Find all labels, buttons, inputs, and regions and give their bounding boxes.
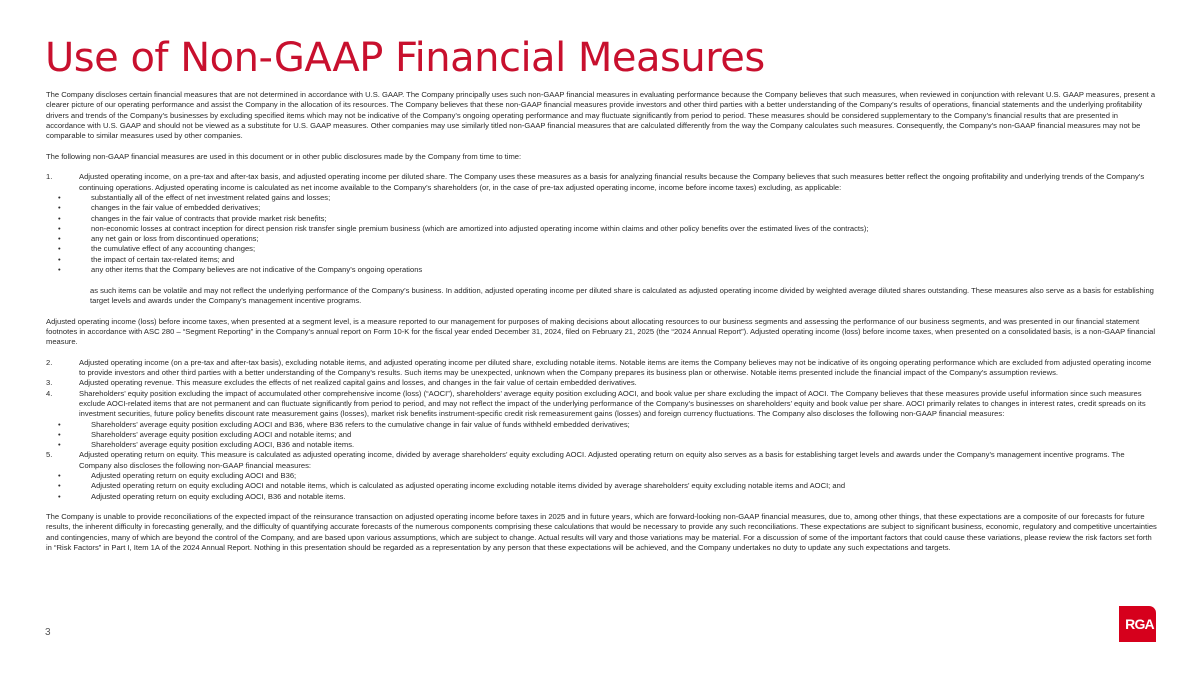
lead-in-paragraph: The following non-GAAP financial measures are used in this document or in other public disclosures made by the Company from time to time: bbox=[46, 151, 522, 161]
item-number: 5. bbox=[46, 450, 53, 460]
bullet-icon: • bbox=[58, 491, 61, 501]
segment-note-paragraph: Adjusted operating income (loss) before income taxes, when presented at a segment level, is a measure reported to our management for purposes of making decisions about allocating resources to our business segments and assessing the performance of our business segments, and was presented in our financial statement footnotes in accordance with ASC 280 – “Segment Reporting” in the Company’s annual report on Form 10-K for the fiscal year ended December 31, 2024, filed on February 21, 2025 (the “2024 Annual Report”). Adjusted operating income (loss) before income taxes, when presented on a consolidated basis, is a non-GAAP financial measure. bbox=[46, 316, 1156, 347]
item-1-bullets bbox=[46, 193, 1158, 275]
bullet-icon: • bbox=[58, 440, 61, 450]
item-5-bullets bbox=[46, 471, 1158, 502]
numbered-item-3 bbox=[46, 378, 1158, 388]
list-item: • the impact of certain tax-related items; and bbox=[58, 254, 235, 264]
bullet-icon: • bbox=[58, 419, 61, 429]
bullet-icon: • bbox=[58, 244, 61, 254]
bullet-icon: • bbox=[58, 203, 61, 213]
bullet-icon: • bbox=[58, 192, 61, 202]
list-item: • changes in the fair value of contracts that provide market risk benefits; bbox=[58, 213, 327, 223]
list-item: • non-economic losses at contract inception for direct pension risk transfer single premium business (which are amortized into adjusted operating income within claims and other policy benefits over the estimated lives of the contracts); bbox=[58, 223, 869, 233]
bullet-icon: • bbox=[58, 223, 61, 233]
bullet-icon: • bbox=[58, 213, 61, 223]
page-number: 3 bbox=[45, 627, 51, 638]
item-1-continuation: as such items can be volatile and may not reflect the underlying performance of the Company’s business. In addition, adjusted operating income per diluted share is calculated as adjusted operating income divided by weighted average diluted shares outstanding. These measures also serve as a basis for establishing target levels and awards under the Company’s management incentive programs. bbox=[90, 285, 1154, 305]
list-item: • substantially all of the effect of net investment related gains and losses; bbox=[58, 192, 331, 202]
bullet-icon: • bbox=[58, 234, 61, 244]
spacer bbox=[46, 162, 1158, 172]
spacer bbox=[46, 306, 1158, 316]
closing-paragraph: The Company is unable to provide reconciliations of the expected impact of the reinsurance transaction on adjusted operating income before taxes in 2025 and in future years, which are forward-looking non-GAAP financial measures, due to, among other things, that these expectations are a composite of our forecasts for future results, the inherent difficulty in forecasting generally, and the difficulty of quantifying accurate forecasts of the numerous components comprising these calculations that would be necessary to provide any such reconciliations. These expectations are subject to significant business, economic, regulatory and competitive uncertainties and contingencies, many of which are beyond the control of the Company, and are based upon various assumptions, which are subject to change. Actual results will vary and those variations may be material. For a discussion of some of the important factors that could cause these variations, please review the risk factors set forth in “Risk Factors” in Part I, Item 1A of the 2024 Annual Report. Nothing in this presentation should be regarded as a representation by any person that these expectations will be achieved, and the Company undertakes no duty to update any such expectations and targets. bbox=[46, 512, 1157, 553]
bullet-icon: • bbox=[58, 254, 61, 264]
bullet-icon: • bbox=[58, 481, 61, 491]
item-number: 1. bbox=[46, 172, 53, 182]
list-item: • Adjusted operating return on equity excluding AOCI and B36; bbox=[58, 470, 297, 480]
item-number: 3. bbox=[46, 378, 53, 388]
list-item: • Shareholders’ average equity position excluding AOCI and notable items; and bbox=[58, 429, 352, 439]
numbered-item-5 bbox=[46, 450, 1158, 471]
item-number: 2. bbox=[46, 357, 53, 367]
spacer bbox=[46, 275, 1158, 285]
list-item: • Shareholders’ average equity position excluding AOCI, B36 and notable items. bbox=[58, 440, 355, 450]
list-item: • Shareholders’ average equity position excluding AOCI and B36, where B36 refers to the cumulative change in fair value of funds withheld embedded derivatives; bbox=[58, 419, 630, 429]
item-number: 4. bbox=[46, 388, 53, 398]
bullet-icon: • bbox=[58, 265, 61, 275]
spacer bbox=[46, 347, 1158, 357]
disclosure-body bbox=[46, 90, 1158, 553]
list-item: • any net gain or loss from discontinued operations; bbox=[58, 234, 259, 244]
list-item: • Adjusted operating return on equity excluding AOCI and notable items, which is calculated as adjusted operating income excluding notable items divided by average shareholders’ equity excluding notable items and AOCI; and bbox=[58, 481, 846, 491]
item-text: Adjusted operating return on equity. This measure is calculated as adjusted operating income, divided by average shareholders’ equity excluding AOCI. Adjusted operating return on equity also serves as a basis for establishing target levels and awards under the Company’s management incentive programs. The Company also discloses the following non-GAAP financial measures: bbox=[79, 450, 1125, 470]
item-text: Adjusted operating income, on a pre-tax and after-tax basis, and adjusted operating income per diluted share. The Company uses these measures as a basis for analyzing financial results because the Company believes that such measures better reflect the ongoing profitability and underlying trends of the Company’s continuing operations. Adjusted operating income is calculated as net income available to the Company’s shareholders (or, in the case of pre-tax adjusted operating income, income before income taxes) excluding, as applicable: bbox=[79, 172, 1145, 192]
numbered-item-2 bbox=[46, 358, 1158, 379]
logo-text: RGA bbox=[1125, 616, 1154, 632]
intro-paragraph: The Company discloses certain financial measures that are not determined in accordance with U.S. GAAP. The Company principally uses such non-GAAP financial measures in evaluating performance because the Company believes that such measures, when reviewed in conjunction with relevant U.S. GAAP measures, present a clearer picture of our operating performance and assist the Company in the allocation of its resources. The Company believes that these non-GAAP financial measures provide investors and other third parties with a better understanding of the Company’s results of operations, financial statements and the underlying profitability drivers and trends of the Company’s businesses by excluding specified items which may not be indicative of the Company’s ongoing operating performance and may fluctuate significantly from period to period. These measures should be considered supplementary to the Company’s financial results that are presented in accordance with U.S. GAAP and should not be viewed as a substitute for U.S. GAAP measures. Other companies may use similarly titled non-GAAP financial measures that are calculated differently from the way the Company calculates such measures. Consequently, the Company’s non-GAAP financial measures may not be comparable to similar measures used by other companies. bbox=[46, 90, 1156, 141]
item-text: Adjusted operating revenue. This measure excludes the effects of net realized capital gains and losses, and changes in the fair value of certain embedded derivatives. bbox=[79, 378, 637, 388]
page-title: Use of Non-GAAP Financial Measures bbox=[45, 35, 765, 81]
list-item: • any other items that the Company believes are not indicative of the Company’s ongoing operations bbox=[58, 265, 423, 275]
spacer bbox=[46, 502, 1158, 512]
spacer bbox=[46, 141, 1158, 151]
numbered-item-1 bbox=[46, 172, 1158, 193]
list-item: • changes in the fair value of embedded derivatives; bbox=[58, 203, 261, 213]
item-4-bullets bbox=[46, 420, 1158, 451]
bullet-icon: • bbox=[58, 470, 61, 480]
item-text: Adjusted operating income (on a pre-tax and after-tax basis), excluding notable items, and adjusted operating income per diluted share, excluding notable items. Notable items are items the Company believes may not be indicative of its ongoing operating performance which are excluded from adjusted operating income to provide investors and other third parties with a better understanding of the Company’s results. Such items may be unexpected, unknown when the Company prepares its business plan or otherwise. Notable items presented include the financial impact of the Company’s assumption reviews. bbox=[79, 357, 1152, 378]
rga-logo bbox=[1119, 606, 1156, 642]
list-item: • Adjusted operating return on equity excluding AOCI, B36 and notable items. bbox=[58, 491, 346, 501]
numbered-item-4 bbox=[46, 389, 1158, 420]
item-text: Shareholders’ equity position excluding the impact of accumulated other comprehensive income (loss) (“AOCI”), shareholders’ average equity position excluding AOCI, and book value per share excluding the impact of AOCI. The Company believes that these measures provide useful information since such measures exclude AOCI-related items that are not permanent and can fluctuate significantly from period to period, and may not reflect the impact of the underlying performance of the Company’s businesses on shareholders’ equity and book value per share. AOCI primarily relates to changes in interest rates, credit spreads on its investment securities, future policy benefits discount rate measurement gains (losses), market risk benefits instrument-specific credit risk remeasurement gains (losses) and foreign currency fluctuations. The Company also discloses the following non-GAAP financial measures: bbox=[79, 388, 1146, 419]
list-item: • the cumulative effect of any accounting changes; bbox=[58, 244, 256, 254]
bullet-icon: • bbox=[58, 429, 61, 439]
